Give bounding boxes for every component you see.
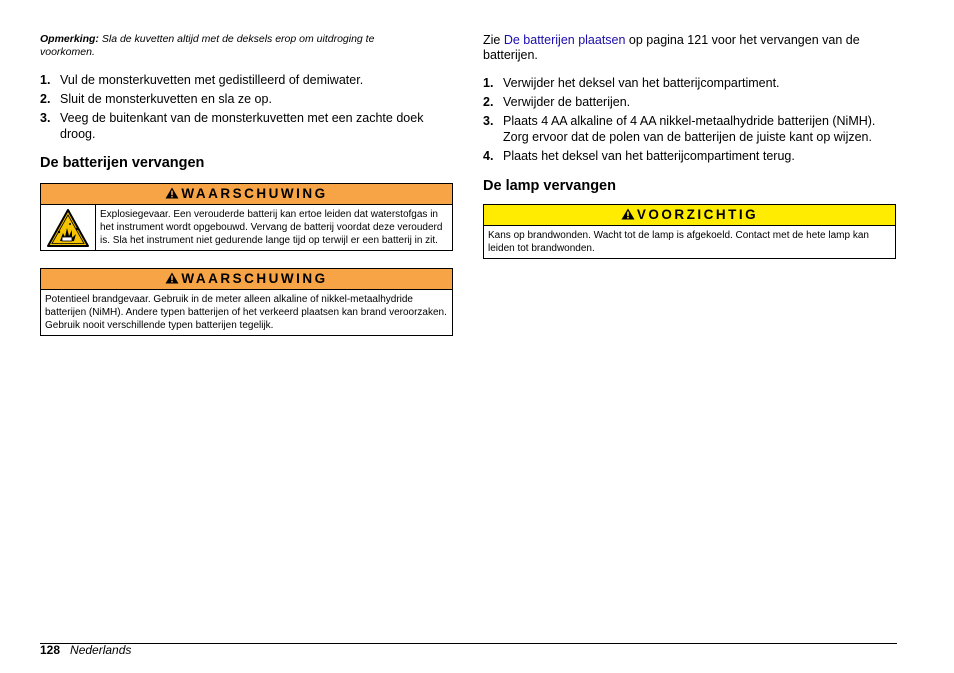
warning-text: Explosiegevaar. Een verouderde batterij kan ertoe leiden dat waterstofgas in het instrument wordt opgebouwd. Vervang de batterij voordat deze verouderd is. Sla het instrument niet gedurende lange tijd op terwijl er een batterij in zit. — [100, 209, 443, 246]
warning-title: WAARSCHUWING — [181, 186, 328, 201]
caution-box-burns — [483, 204, 896, 259]
caution-text: Kans op brandwonden. Wacht tot de lamp is afgekoeld. Contact met de hete lamp kan leiden tot brandwonden. — [488, 230, 869, 254]
battery-steps — [483, 76, 897, 168]
warning-box-fire — [40, 268, 453, 336]
list-item: 3. Veeg de buitenkant van de monsterkuvetten met een zachte doek droog. — [40, 111, 424, 141]
page-number: 128 — [40, 643, 61, 657]
warning-triangle-icon — [621, 206, 635, 226]
warning-title: WAARSCHUWING — [181, 271, 328, 286]
explosion-hazard-icon — [41, 205, 96, 250]
warning-header — [41, 184, 452, 205]
note-text: Sla de kuvetten altijd met de deksels erop om uitdroging te voorkomen. — [40, 33, 375, 58]
warning-header — [41, 269, 452, 290]
list-item: 1. Vul de monsterkuvetten met gedistilleerd of demiwater. — [40, 73, 364, 87]
warning-box-explosion — [40, 183, 453, 251]
link-batteries-placement[interactable]: De batterijen plaatsen — [503, 33, 626, 47]
intro-paragraph: Zie De batterijen plaatsen op pagina 121 voor het vervangen van de batterijen. — [483, 33, 860, 62]
list-item: 2. Sluit de monsterkuvetten en sla ze op. — [40, 92, 272, 106]
caution-header — [484, 205, 895, 226]
list-item: 2. Verwijder de batterijen. — [483, 95, 631, 109]
warning-text: Potentieel brandgevaar. Gebruik in de meter alleen alkaline of nikkel-metaalhydride batterijen (NiMH). Andere typen batterijen of het verkeerd plaatsen kan brand veroorzaken. Gebruik nooit verschillende typen batterijen tegelijk. — [45, 294, 447, 331]
page-footer — [40, 643, 131, 657]
list-item: 1. Verwijder het deksel van het batterijcompartiment. — [483, 76, 780, 90]
note-label: Opmerking: — [40, 33, 99, 45]
storage-steps — [40, 73, 455, 146]
caution-title: VOORZICHTIG — [636, 207, 759, 222]
section-heading-lamp: De lamp vervangen — [483, 178, 616, 194]
note — [40, 33, 430, 59]
warning-body — [41, 205, 452, 250]
list-item: 3. Plaats 4 AA alkaline of 4 AA nikkel-metaalhydride batterijen (NiMH). Zorg ervoor dat de polen van de batterijen de juiste kant op wijzen. — [483, 114, 876, 144]
footer-language: Nederlands — [70, 643, 132, 657]
section-heading-batteries: De batterijen vervangen — [40, 155, 205, 171]
list-item: 4. Plaats het deksel van het batterijcompartiment terug. — [483, 148, 795, 163]
footer-divider — [40, 643, 897, 644]
warning-triangle-icon — [165, 270, 179, 290]
warning-triangle-icon — [165, 185, 179, 205]
